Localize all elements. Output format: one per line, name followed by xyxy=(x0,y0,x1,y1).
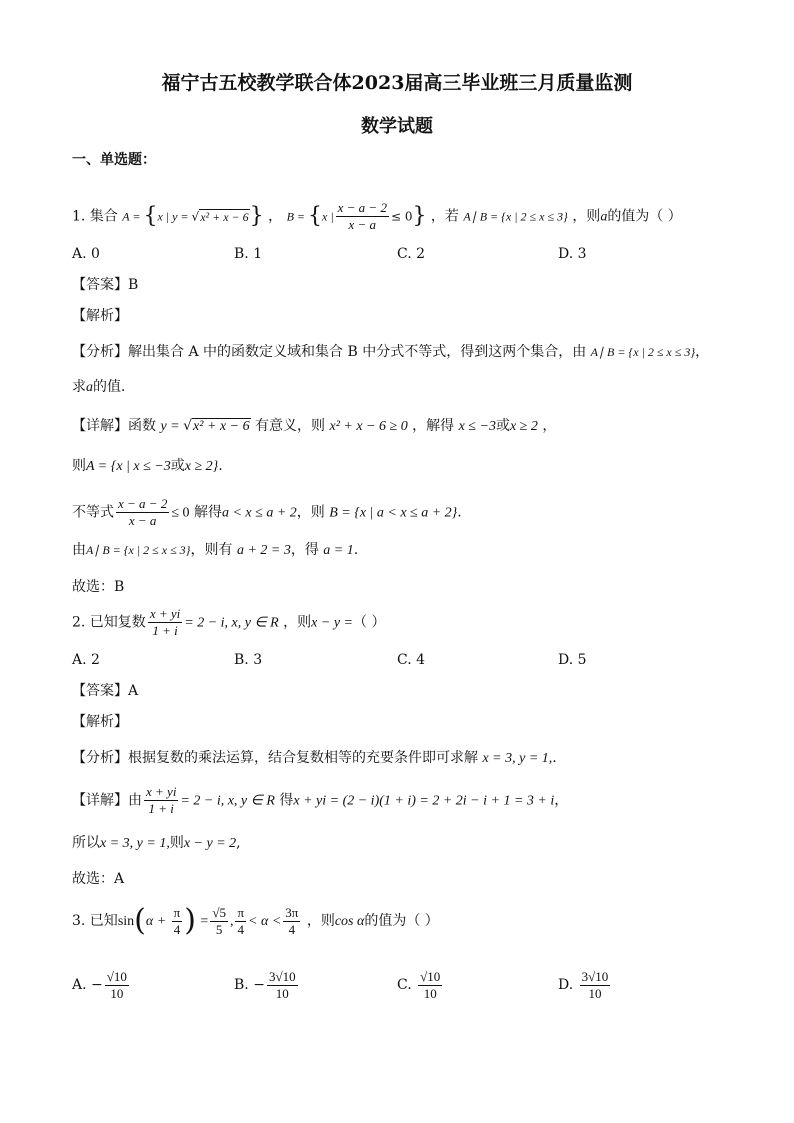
q2-fenxi: 【分析】根据复数的乘法运算，结合复数相等的充要条件即可求解 x = 3, y = 1,. xyxy=(72,750,557,766)
q1-option-a: A. 0 xyxy=(72,246,100,262)
q1-detail-line-1: 【详解】函数 y = √x² + x − 6 有意义，则 x² + x − 6 ≥ 0 ，解得 x ≤ −3或x ≥ 2 ， xyxy=(72,418,557,434)
q1-fenxi-line-2: 求a的值． xyxy=(72,379,135,395)
q2-option-b: B. 3 xyxy=(234,652,263,668)
q3-option-d: D. $\frac{3√10}{10}$ xyxy=(558,968,609,1001)
q1-detail-line-2: 则A = {x | x ≤ −3或x ≥ 2}. xyxy=(72,458,223,474)
q1-option-d: D. 3 xyxy=(558,246,587,262)
question-3: 3. 已知sin(α + $\frac{\pi}{4}$ ) = $\frac{√5}{5}$ , $\frac{\pi}{4}$ < α < $\frac{3\pi}{4}$ ，则cos α的值为（ ） xyxy=(72,903,439,938)
page-title: 福宁古五校教学联合体2023届高三毕业班三月质量监测 xyxy=(161,72,633,94)
question-2: 2. 已知复数 $\frac{x + yi}{1 + i}$ = 2 − i, x, y ∈ R ，则x − y =（ ） xyxy=(72,606,386,638)
page-subtitle: 数学试题 xyxy=(361,116,433,137)
q2-detail-line-2: 所以x = 3, y = 1,则x − y = 2, xyxy=(72,835,241,851)
q1-analysis-heading: 【解析】 xyxy=(72,308,128,324)
q1-detail-line-3: 不等式 $\frac{x - a - 2}{x - a}$ ≤ 0 解得a < x ≤ a + 2，则 B = {x | a < x ≤ a + 2}. xyxy=(72,496,462,528)
q1-answer: 【答案】B xyxy=(72,277,139,293)
q2-analysis-heading: 【解析】 xyxy=(72,714,128,730)
q3-option-c: C. $\frac{√10}{10}$ xyxy=(397,968,441,1001)
section-heading: 一、单选题： xyxy=(72,152,156,168)
q2-answer: 【答案】A xyxy=(72,683,139,699)
q2-option-c: C. 4 xyxy=(397,652,426,668)
q2-option-d: D. 5 xyxy=(558,652,587,668)
q1-option-b: B. 1 xyxy=(234,246,263,262)
q1-detail-line-4: 由A∣ B = {x | 2 ≤ x ≤ 3}，则有 a + 2 = 3，得 a = 1. xyxy=(72,542,359,558)
q1-fenxi-line-1: 【分析】解出集合 A 中的函数定义域和集合 B 中分式不等式，得到这两个集合，由 A∣ B = {x | 2 ≤ x ≤ 3}， xyxy=(72,344,710,360)
q2-choose: 故选：A xyxy=(72,871,125,887)
q2-detail-line-1: 【详解】由 $\frac{x + yi}{1 + i}$ = 2 − i, x, y ∈ R 得x + yi = (2 − i)(1 + i) = 2 + 2i − i + 1 = 3 + i， xyxy=(72,784,569,816)
question-1: 1. 集合 A = {x | y = √x² + x − 6} ， B = {x | $\frac{x - a - 2}{x - a}$ ≤ 0} ，若 A∣ B = {x | 2 ≤ x ≤ 3} ，则a的值为（ ） xyxy=(72,200,682,232)
q3-option-a: A. − $\frac{√10}{10}$ xyxy=(72,968,127,1001)
q3-option-b: B. − $\frac{3√10}{10}$ xyxy=(234,968,296,1001)
q1-choose: 故选：B xyxy=(72,579,125,595)
q1-option-c: C. 2 xyxy=(397,246,426,262)
q2-option-a: A. 2 xyxy=(72,652,100,668)
